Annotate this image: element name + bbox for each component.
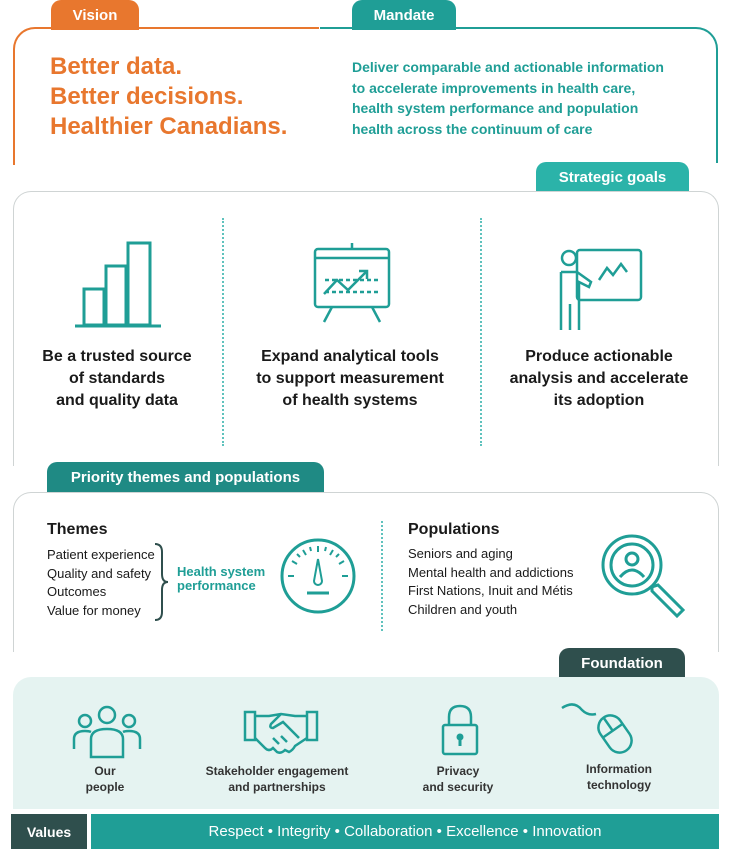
list-item: Value for money xyxy=(47,602,141,618)
goal-line: analysis and accelerate xyxy=(509,370,689,387)
mandate-tab xyxy=(352,0,456,30)
list-item: Seniors and aging xyxy=(408,546,513,561)
populations-heading: Populations xyxy=(408,521,500,538)
padlock-icon xyxy=(440,703,480,757)
handshake-icon xyxy=(243,708,319,756)
foundation-information-technology xyxy=(569,761,669,793)
list-item: Outcomes xyxy=(47,584,107,599)
bar-chart-icon xyxy=(72,240,164,330)
foundation-privacy-security xyxy=(408,763,508,795)
foundation-line: people xyxy=(85,780,125,794)
foundation-line: Privacy xyxy=(436,764,480,778)
magnifier-person-icon xyxy=(599,532,687,620)
foundation-tab-label: Foundation xyxy=(581,654,663,672)
mandate-line: Deliver comparable and actionable information xyxy=(352,59,664,75)
goal-line: and quality data xyxy=(56,392,178,409)
presenter-icon xyxy=(553,242,645,334)
themes-brace-icon xyxy=(153,542,169,622)
vision-line: Better decisions. xyxy=(50,83,244,110)
strategic-goals-tab xyxy=(536,162,689,192)
foundation-line: Information xyxy=(586,762,652,776)
priority-divider xyxy=(381,521,383,631)
values-label: Values xyxy=(11,814,87,849)
mandate-line: health system performance and population xyxy=(352,100,639,116)
mandate-line: to accelerate improvements in health care, xyxy=(352,79,636,96)
hsp-line: performance xyxy=(177,578,256,593)
foundation-line: and security xyxy=(422,780,494,794)
goal-line: its adoption xyxy=(553,392,645,409)
goal-line: Expand analytical tools xyxy=(261,348,439,365)
foundation-stakeholder-engagement xyxy=(187,763,367,795)
goals-divider xyxy=(480,218,482,446)
foundation-our-people xyxy=(55,763,155,795)
strategic-goals-tab-label: Strategic goals xyxy=(558,168,667,186)
hsp-line: Health system xyxy=(177,564,266,579)
goal-actionable-analysis xyxy=(484,346,714,412)
mandate-tab-label: Mandate xyxy=(373,6,435,24)
list-item: Quality and safety xyxy=(47,565,152,581)
mouse-icon xyxy=(560,702,636,756)
mandate-statement xyxy=(352,57,704,139)
list-item: Patient experience xyxy=(47,547,155,562)
vision-tab xyxy=(51,0,139,30)
priority-tab xyxy=(47,462,324,493)
foundation-line: Our xyxy=(94,764,116,778)
foundation-line: technology xyxy=(586,778,651,792)
goal-line: Produce actionable xyxy=(525,348,673,365)
populations-list xyxy=(408,545,574,619)
foundation-tab xyxy=(559,648,685,678)
values-bar: Respect • Integrity • Collaboration • Excellence • Innovation xyxy=(91,814,719,849)
vision-line: Better data. xyxy=(50,53,183,80)
themes-list xyxy=(47,546,155,620)
priority-tab-label: Priority themes and populations xyxy=(70,469,301,486)
themes-heading: Themes xyxy=(47,521,108,538)
presentation-board-icon xyxy=(310,240,394,324)
list-item: Children and youth xyxy=(408,601,518,617)
foundation-line: and partnerships xyxy=(228,780,326,794)
vision-line: Healthier Canadians. xyxy=(50,113,288,140)
vision-statement xyxy=(50,52,287,142)
goal-line: of health systems xyxy=(282,392,418,409)
gauge-icon xyxy=(279,537,357,615)
goal-line: Be a trusted source xyxy=(42,348,192,365)
goal-line: to support measurement xyxy=(256,370,444,387)
goal-analytical-tools xyxy=(235,346,465,412)
goal-line: of standards xyxy=(68,370,165,387)
list-item: Mental health and addictions xyxy=(408,564,574,580)
goal-trusted-source xyxy=(2,346,232,412)
health-system-performance-label xyxy=(177,565,265,593)
mandate-line: health across the continuum of care xyxy=(352,120,593,137)
list-item: First Nations, Inuit and Métis xyxy=(408,583,573,598)
people-icon xyxy=(71,705,143,759)
foundation-line: Stakeholder engagement xyxy=(205,764,349,778)
vision-tab-label: Vision xyxy=(72,6,118,24)
